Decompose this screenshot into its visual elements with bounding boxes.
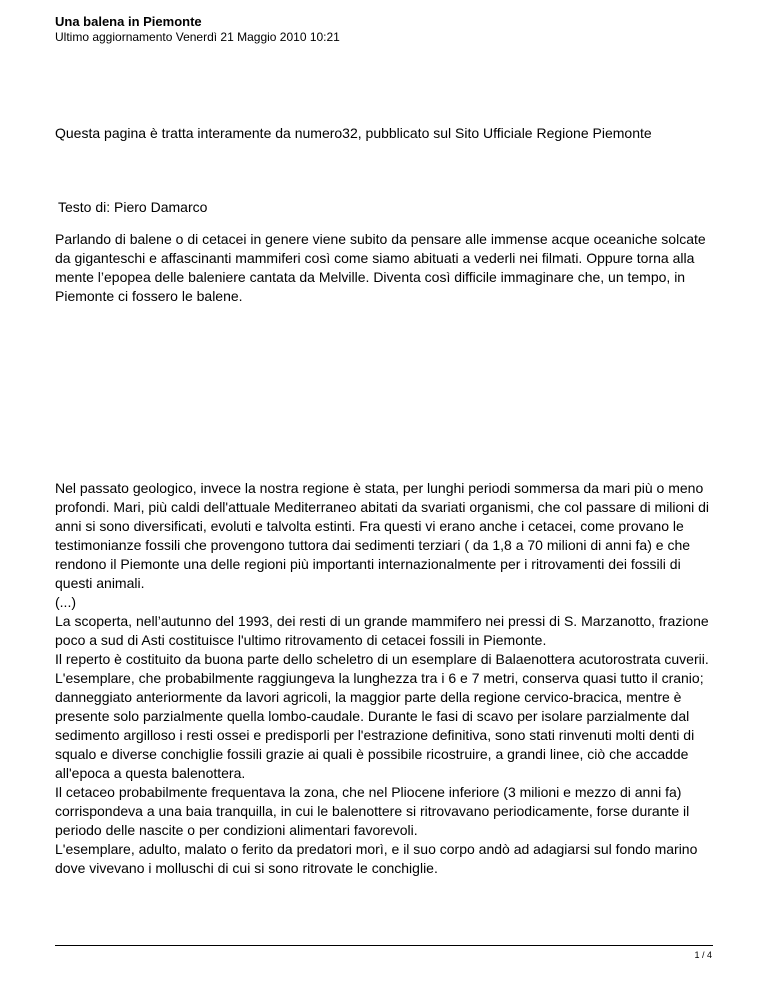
body-paragraph: Nel passato geologico, invece la nostra regione è stata, per lunghi periodi sommersa da mari più o meno profondi. Mari, più caldi dell'attuale Mediterraneo abitati da svariati organismi, che col passare di milioni di anni si sono diversificati, evoluti e talvolta estinti. Fra questi vi erano anche i cetacei, come provano le testimonianze fossili che provengono tuttora dai sedimenti terziari ( da 1,8 a 70 milioni di anni fa) e che rendono il Piemonte una delle regioni più importanti internazionalmente per i ritrovamenti dei fossili di questi animali. bbox=[55, 480, 710, 591]
article-title: Una balena in Piemonte bbox=[55, 14, 202, 29]
article-body bbox=[55, 479, 715, 878]
body-paragraph: L'esemplare, adulto, malato o ferito da predatori morì, e il suo corpo andò ad adagiarsi sul fondo marino dove vivevano i molluschi di cui si sono ritrovate le conchiglie. bbox=[55, 841, 698, 876]
author-line bbox=[55, 198, 715, 217]
footer-divider bbox=[55, 945, 713, 946]
source-note-text: Questa pagina è tratta interamente da numero32, pubblicato sul Sito Ufficiale Regione Piemonte bbox=[55, 125, 652, 141]
page-header bbox=[55, 14, 340, 45]
body-paragraph: La scoperta, nell’autunno del 1993, dei resti di un grande mammifero nei pressi di S. Marzanotto, frazione poco a sud di Asti costituisce l'ultimo ritrovamento di cetacei fossili in Piemonte. bbox=[55, 613, 709, 648]
lead-text: Parlando di balene o di cetacei in genere viene subito da pensare alle immense acque oceaniche solcate da giganteschi e affascinanti mammiferi così come siamo abituati a vederli nei filmati. Oppure torna alla mente l’epopea delle baleniere cantata da Melville. Diventa così difficile immaginare che, un tempo, in Piemonte ci fossero le balene. bbox=[55, 231, 706, 304]
source-note bbox=[55, 124, 715, 143]
author-text: Testo di: Piero Damarco bbox=[58, 199, 208, 215]
last-updated-text: Ultimo aggiornamento Venerdì 21 Maggio 2010 10:21 bbox=[55, 30, 340, 44]
lead-paragraph bbox=[55, 230, 715, 306]
page-number: 1 / 4 bbox=[694, 950, 712, 960]
body-paragraph: Il cetaceo probabilmente frequentava la zona, che nel Pliocene inferiore (3 milioni e mezzo di anni fa) corrispondeva a una baia tranquilla, in cui le balenottere si ritrovavano periodicamente, forse durante il periodo delle nascite o per condizioni alimentari favorevoli. bbox=[55, 784, 690, 838]
body-paragraph: (...) bbox=[55, 594, 76, 610]
body-paragraph: Il reperto è costituito da buona parte dello scheletro di un esemplare di Balaenottera acutorostrata cuverii. L'esemplare, che probabilmente raggiungeva la lunghezza tra i 6 e 7 metri, conserva quasi tutto il cranio; danneggiato anteriormente da lavori agricoli, la maggior parte della regione cervico-bracica, mentre è presente solo parzialmente quella lombo-caudale. Durante le fasi di scavo per isolare parzialmente dal sedimento argilloso i resti ossei e predisporli per l'estrazione definitiva, sono stati rinvenuti molti denti di squalo e diverse conchiglie fossili grazie ai quali è possibile ricostruire, a grandi linee, ciò che accadde all'epoca a questa balenottera. bbox=[55, 651, 709, 781]
